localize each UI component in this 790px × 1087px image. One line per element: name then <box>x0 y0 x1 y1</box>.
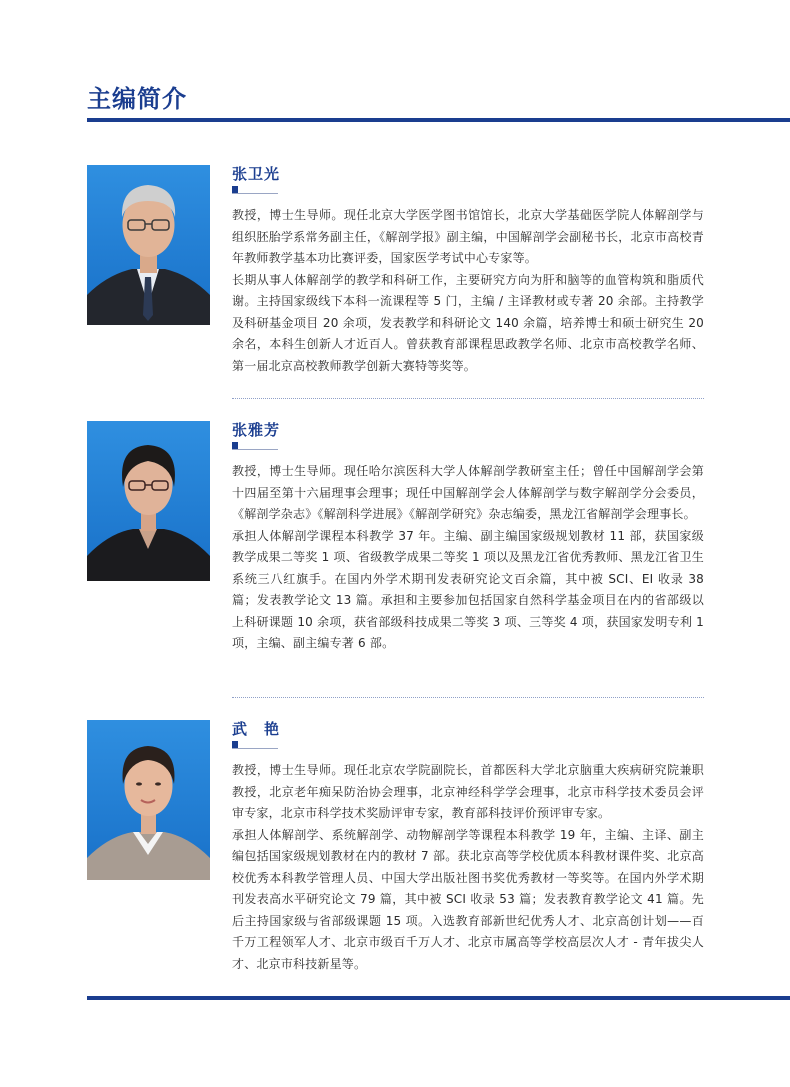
bio-paragraph: 教授，博士生导师。现任哈尔滨医科大学人体解剖学教研室主任；曾任中国解剖学会第十四届至第十六届理事会理事；现任中国解剖学会人体解剖学与数字解剖学分会委员，《解剖学杂志》《解剖科学进展》《解剖学研究》杂志编委，黑龙江省解剖学会理事长。 <box>232 464 704 521</box>
title-rule <box>87 118 790 122</box>
editor-name-1: 张卫光 <box>232 165 281 183</box>
bio-paragraph: 承担人体解剖学、系统解剖学、动物解剖学等课程本科教学 19 年，主编、主译、副主编包括国家级规划教材在内的教材 7 部。获北京高等学校优质本科教材课件奖、北京高校优秀本科教学管理人员、中国大学出版社图书奖优秀教材一等奖等。在国内外学术期刊发表高水平研究论文 79 篇，其中被 SCI 收录 53 篇；发表教育教学论文 41 篇。先后主持国家级与省部级课题 15 项。入选教育部新世纪优秀人才、北京高创计划——百千万工程领军人才、北京市级百千万人才、北京市属高等学校高层次人才 - 青年拔尖人才、北京市科技新星等。 <box>232 827 704 971</box>
section-divider-1 <box>232 398 704 399</box>
name-marker-2 <box>232 442 278 450</box>
bottom-rule <box>87 996 790 1000</box>
page-title: 主编简介 <box>87 85 187 113</box>
name-marker-1 <box>232 186 278 194</box>
editor-name-2: 张雅芳 <box>232 421 281 439</box>
section-divider-2 <box>232 697 704 698</box>
editor-bio-3 <box>232 760 704 975</box>
editor-name-3: 武 艳 <box>232 720 281 738</box>
editor-bio-2 <box>232 461 704 655</box>
editor-bio-1 <box>232 205 704 377</box>
editor-photo-3 <box>87 720 210 880</box>
bio-paragraph: 教授，博士生导师。现任北京大学医学图书馆馆长，北京大学基础医学院人体解剖学与组织胚胎学系常务副主任，《解剖学报》副主编，中国解剖学会副秘书长，北京市高校青年教师教学基本功比赛评委，国家医学考试中心专家等。 <box>232 208 704 265</box>
editor-photo-2 <box>87 421 210 581</box>
bio-paragraph: 承担人体解剖学课程本科教学 37 年。主编、副主编国家级规划教材 11 部，获国家级教学成果二等奖 1 项、省级教学成果二等奖 1 项以及黑龙江省优秀教师、黑龙江省卫生系统三八红旗手。在国内外学术期刊发表研究论文百余篇，其中被 SCI、EI 收录 38 篇；发表教学论文 13 篇。承担和主要参加包括国家自然科学基金项目在内的省部级以上科研课题 10 余项，获省部级科技成果二等奖 3 项、三等奖 4 项，获国家发明专利 1 项，主编、副主编专著 6 部。 <box>232 528 704 650</box>
editor-photo-1 <box>87 165 210 325</box>
name-marker-3 <box>232 741 278 749</box>
bio-paragraph: 教授，博士生导师。现任北京农学院副院长，首都医科大学北京脑重大疾病研究院兼职教授，北京老年痴呆防治协会理事，北京神经科学学会理事，北京市科学技术委员会评审专家，北京市科学技术奖励评审专家，教育部科技评价预评审专家。 <box>232 763 704 820</box>
bio-paragraph: 长期从事人体解剖学的教学和科研工作，主要研究方向为肝和脑等的血管构筑和脂质代谢。主持国家级线下本科一流课程等 5 门，主编 / 主译教材或专著 20 余部。主持教学及科研基金项目 20 余项，发表教学和科研论文 140 余篇，培养博士和硕士研究生 20 余名，本科生创新人才近百人。曾获教育部课程思政教学名师、北京市高校教学名师、第一届北京高校教师教学创新大赛特等奖等。 <box>232 272 704 373</box>
